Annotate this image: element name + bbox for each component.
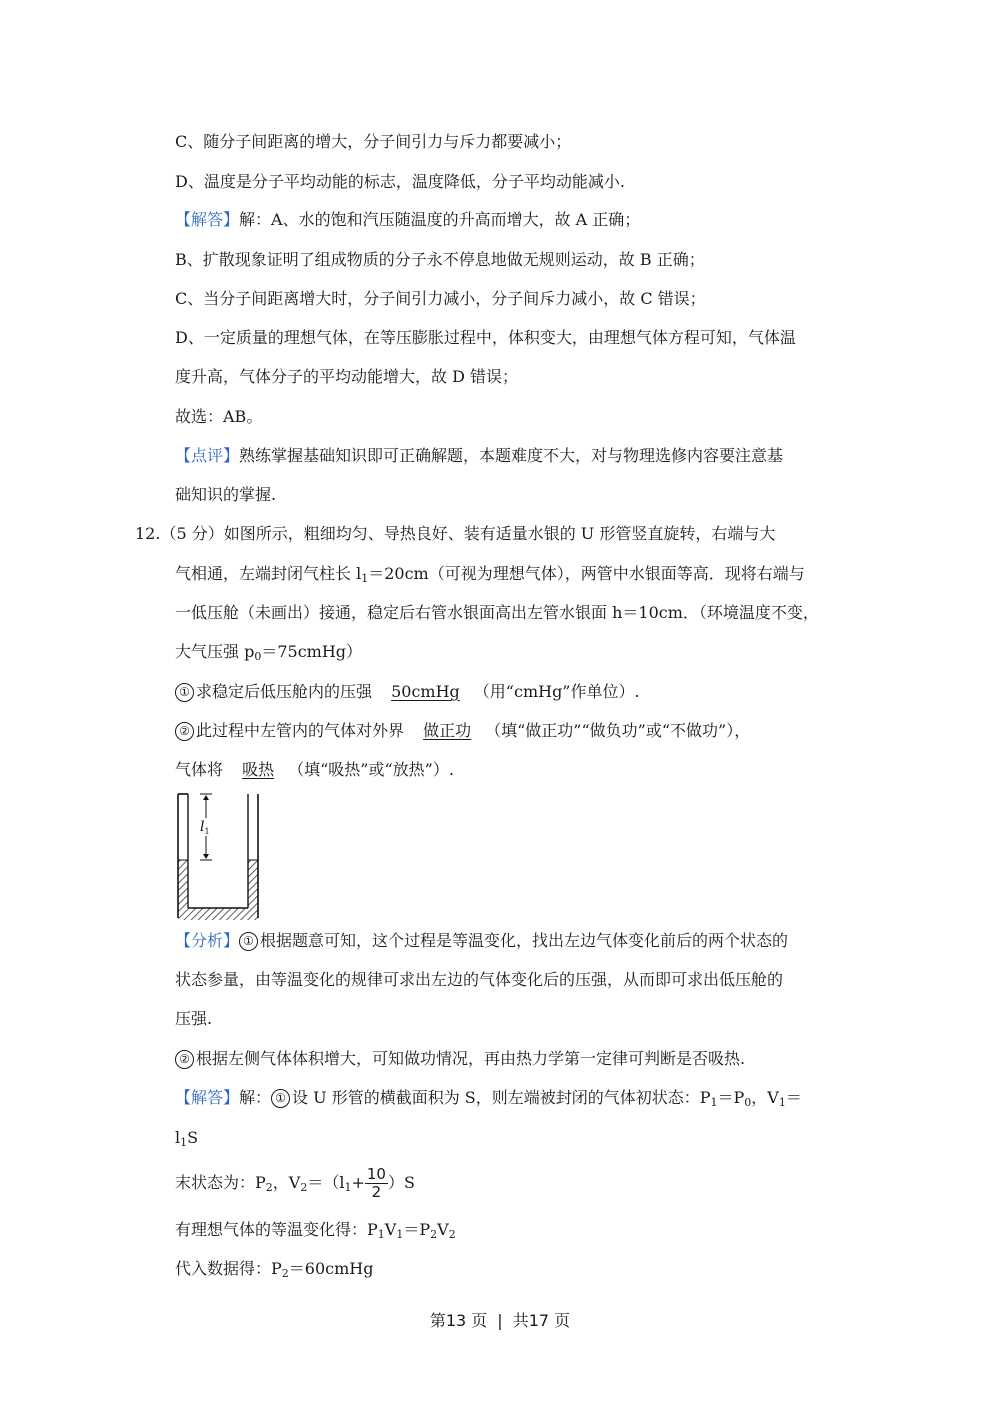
- page-footer: [0, 1308, 1000, 1331]
- page-number: 第13 页: [429, 1311, 488, 1330]
- comment-line: [175, 444, 783, 468]
- fraction-10-over-2: $\frac{10}{2}$: [366, 1165, 386, 1201]
- solution-12-line-5: 代入数据得：$P_2=60cmHg$: [175, 1259, 374, 1280]
- circled-number-1: ①: [175, 683, 194, 702]
- mercury-fill: [178, 860, 258, 920]
- solution-12-tag: 【解答】: [175, 1088, 240, 1107]
- comment-tag: 【点评】: [175, 446, 240, 465]
- question-12-line-1: 12.（5 分）如图所示，粗细均匀、导热良好、装有适量水银的 U 形管竖直旋转，右端与大: [135, 524, 776, 543]
- analysis-line-4: ② 根据左侧气体体积增大，可知做功情况，再由热力学第一定律可判断是否吸热.: [175, 1047, 745, 1071]
- question-12-line-2: 气相通，左端封闭气柱长 $l_1=20cm$（可视为理想气体），两管中水银面等高．现将右端与: [175, 564, 805, 585]
- analysis-tag: 【分析】: [175, 931, 240, 950]
- analysis-line-2: 状态参量，由等温变化的规律可求出左边的气体变化后的压强，从而即可求出低压舱的: [175, 970, 784, 989]
- circled-number-1: ①: [271, 1089, 290, 1108]
- solution-tag: 【解答】: [175, 210, 240, 229]
- solution-12-line-4: 有理想气体的等温变化得：$P_1V_1=P_2V_2$: [175, 1220, 456, 1241]
- analysis-line-1: 【分析】 ① 根据题意可知，这个过程是等温变化，找出左边气体变化前后的两个状态的: [175, 931, 789, 950]
- option-d-text: D、温度是分子平均动能的标志，温度降低，分子平均动能减小.: [175, 172, 625, 191]
- solution-line-d-cont: 度升高，气体分子的平均动能增大，故 D 错误；: [175, 367, 519, 386]
- footer-separator: |: [497, 1311, 503, 1330]
- circled-number-1: ①: [239, 932, 258, 951]
- solution-line-c: C、当分子间距离增大时，分子间引力减小，分子间斥力减小，故 C 错误；: [175, 289, 706, 308]
- circled-number-2: ②: [175, 722, 194, 741]
- solution-text: 解：A、水的饱和汽压随温度的升高而增大，故 A 正确；: [239, 210, 641, 229]
- question-12-line-4: 大气压强 $p_0=75cmHg$）: [175, 642, 363, 663]
- l1-label: $l_1$: [200, 819, 210, 836]
- circled-number-2: ②: [175, 1050, 194, 1069]
- solution-line-a: [175, 208, 640, 232]
- answer-choice: 故选：AB。: [175, 407, 263, 426]
- question-12-part-1: ① 求稳定后低压舱内的压强 50cmHg （用“cmHg”作单位）.: [175, 680, 640, 704]
- solution-line-b: B、扩散现象证明了组成物质的分子永不停息地做无规则运动，故 B 正确；: [175, 250, 705, 269]
- option-c-text: C、随分子间距离的增大，分子间引力与斥力都要减小；: [175, 132, 572, 151]
- answer-blank-1: 50cmHg: [391, 682, 460, 701]
- solution-12-line-3: 末状态为：$P_2$，$V_2=(l_1+$ $\frac{10}{2}$ ）S: [175, 1165, 415, 1201]
- page-total: 共17 页: [512, 1311, 571, 1330]
- question-12-part-2-cont: 气体将 吸热 （填“吸热”或“放热”）.: [175, 758, 454, 782]
- question-12-part-2: ② 此过程中左管内的气体对外界 做正功 （填“做正功”“做负功”或“不做功”），: [175, 719, 750, 743]
- solution-line-d: D、一定质量的理想气体，在等压膨胀过程中，体积变大，由理想气体方程可知，气体温: [175, 328, 796, 347]
- comment-line-cont: 础知识的掌握.: [175, 485, 277, 504]
- solution-12-line-1: 【解答】解： ① 设 U 形管的横截面积为 S，则左端被封闭的气体初状态：$P_1=P_0$，$V_1=$: [175, 1088, 802, 1109]
- solution-12-line-2: $l_1S$: [175, 1128, 199, 1149]
- analysis-line-3: 压强.: [175, 1009, 213, 1028]
- question-12-line-3: 一低压舱（未画出）接通，稳定后右管水银面高出左管水银面 h＝10cm．（环境温度不变，: [175, 603, 819, 622]
- comment-text: 熟练掌握基础知识即可正确解题，本题难度不大，对与物理选修内容要注意基: [239, 446, 784, 465]
- answer-blank-2: 做正功: [423, 721, 472, 740]
- answer-blank-3: 吸热: [242, 760, 275, 779]
- u-tube-diagram: [172, 790, 264, 922]
